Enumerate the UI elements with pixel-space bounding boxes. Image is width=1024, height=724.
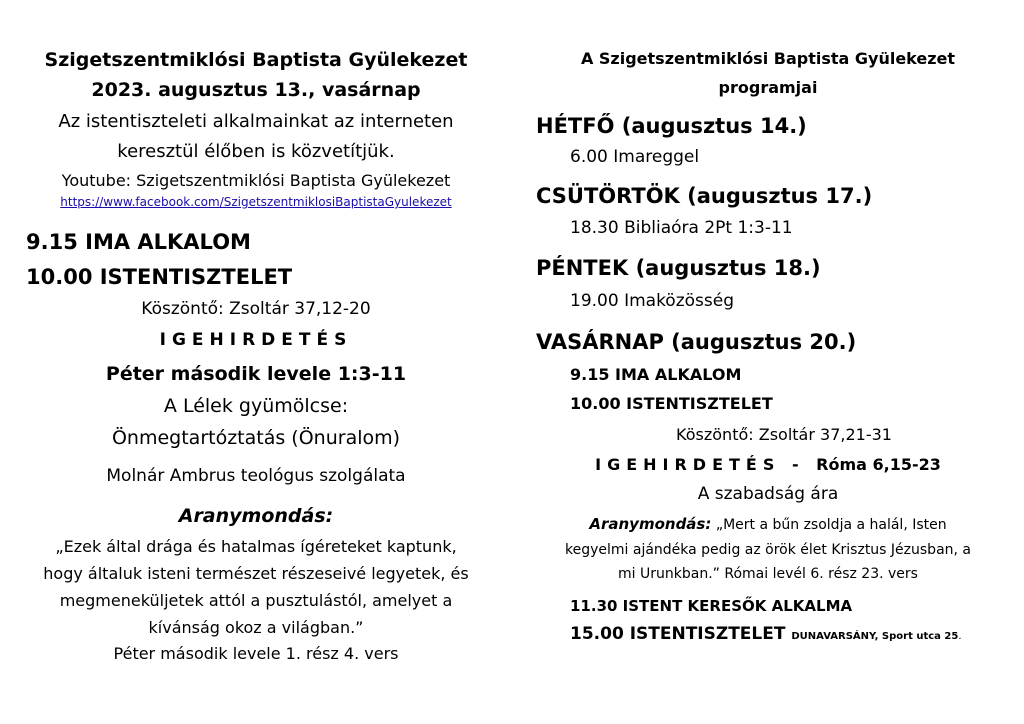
sermon-reference: Péter második levele 1:3-11 <box>105 363 407 385</box>
golden-verse-line3: megmeneküljetek attól a pusztulástól, amelyet a <box>59 591 453 610</box>
friday-heading: PÉNTEK (augusztus 18.) <box>536 256 821 280</box>
church-name: Szigetszentmiklósi Baptista Gyülekezet <box>44 49 468 71</box>
sunday-sermon <box>512 456 1024 474</box>
afternoon-service-time: 15.00 ISTENTISZTELET <box>570 624 786 644</box>
golden-verse-line1: „Ezek által drága és hatalmas ígéreteket kaptunk, <box>55 537 457 556</box>
seekers-meeting: 11.30 ISTENT KERESŐK ALKALMA <box>570 597 853 615</box>
sermon-title-line2: Önmegtartóztatás (Önuralom) <box>111 427 401 449</box>
thursday-item: 18.30 Bibliaóra 2Pt 1:3-11 <box>570 218 793 238</box>
sunday-heading: VASÁRNAP (augusztus 20.) <box>536 330 857 354</box>
afternoon-service-place: DUNAVARSÁNY, Sport utca 25 <box>791 631 959 642</box>
preacher: Molnár Ambrus teológus szolgálata <box>106 466 406 486</box>
monday-heading: HÉTFŐ (augusztus 14.) <box>536 114 807 138</box>
golden-verse-line4: kívánság okoz a világban.” <box>148 618 364 637</box>
programs-heading-line1: A Szigetszentmiklósi Baptista Gyülekezet <box>580 49 956 68</box>
facebook-link-row <box>0 196 512 210</box>
youtube-channel: Youtube: Szigetszentmiklósi Baptista Gyülekezet <box>61 171 451 190</box>
sunday-sermon-label: IGEHIRDETÉS - <box>595 455 817 474</box>
afternoon-service <box>570 625 962 645</box>
stream-notice-line2: keresztül élőben is közvetítjük. <box>117 141 395 162</box>
sunday-golden-line2: kegyelmi ajándéka pedig az örök élet Krisztus Jézusban, a <box>564 542 972 558</box>
afternoon-service-period: . <box>958 631 962 642</box>
sunday-service: 10.00 ISTENTISZTELET <box>570 394 773 413</box>
sunday-golden-label: Aranymondás: <box>589 515 712 533</box>
prayer-time: 9.15 IMA ALKALOM <box>26 230 251 254</box>
sermon-title-line1: A Lélek gyümölcse: <box>163 395 349 417</box>
sermon-heading: IGEHIRDETÉS <box>159 330 353 350</box>
sunday-greeting: Köszöntő: Zsoltár 37,21-31 <box>676 425 892 444</box>
facebook-link[interactable]: https://www.facebook.com/SzigetszentmiklosiBaptistaGyulekezet <box>60 195 452 209</box>
programs-heading-line2: programjai <box>718 78 818 97</box>
sunday-sermon-reference: Róma 6,15-23 <box>816 455 941 474</box>
sunday-golden-line3: mi Urunkban.” Római levél 6. rész 23. vers <box>618 566 918 582</box>
greeting-psalm: Köszöntő: Zsoltár 37,12-20 <box>141 299 371 319</box>
monday-item: 6.00 Imareggel <box>570 147 700 167</box>
sunday-sermon-title: A szabadság ára <box>697 484 839 504</box>
sunday-golden-text1: „Mert a bűn zsoldja a halál, Isten <box>711 517 947 533</box>
thursday-heading: CSÜTÖRTÖK (augusztus 17.) <box>536 184 873 208</box>
sunday-golden-line1 <box>512 516 1024 533</box>
service-time: 10.00 ISTENTISZTELET <box>26 265 293 289</box>
golden-verse-reference: Péter második levele 1. rész 4. vers <box>113 644 399 663</box>
sunday-prayer: 9.15 IMA ALKALOM <box>570 365 742 384</box>
service-date: 2023. augusztus 13., vasárnap <box>91 79 421 101</box>
golden-verse-heading: Aranymondás: <box>178 505 334 527</box>
friday-item: 19.00 Imaközösség <box>570 291 734 311</box>
stream-notice-line1: Az istentiszteleti alkalmainkat az interneten <box>58 111 454 132</box>
golden-verse-line2: hogy általuk isteni természet részeseivé legyetek, és <box>43 564 469 583</box>
